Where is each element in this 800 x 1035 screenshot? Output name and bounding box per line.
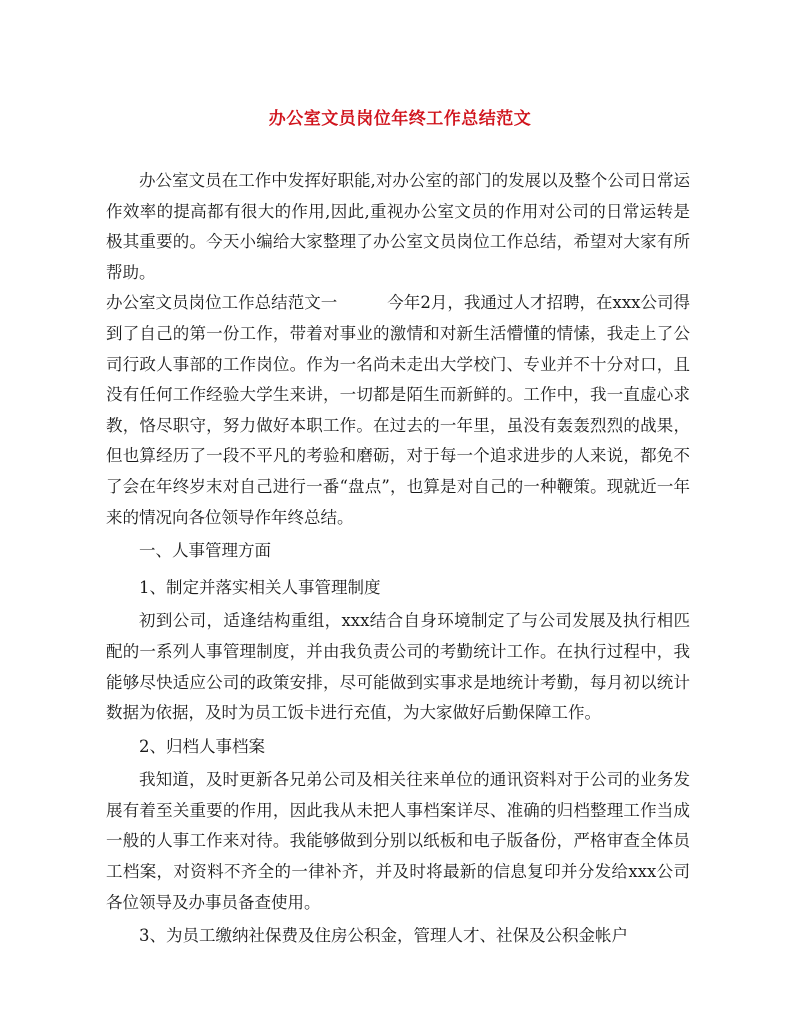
example-text: 今年2月，我通过人才招聘，在xxx公司得到了自己的第一份工作，带着对事业的激情和对新生活懵懂的情愫，我走上了公司行政人事部的工作岗位。作为一名尚未走出大学校门、专业并不十分对口，且没有任何工作经验大学生来讲，一切都是陌生而新鲜的。工作中，我一直虚心求教，恪尽职守，努力做好本职工作。在过去的一年里，虽没有轰轰烈烈的战果，但也算经历了一段不平凡的考验和磨砺，对于每一个追求进步的人来说，都免不了会在年终岁末对自己进行一番“盘点”，也算是对自己的一种鞭策。现就近一年来的情况向各位领导作年终总结。 [106,293,691,527]
document-body [106,166,690,955]
example-paragraph [106,288,690,533]
section-heading-personnel: 一、人事管理方面 [139,541,271,561]
item-heading-2: 2、归档人事档案 [139,736,265,756]
item-heading-3: 3、为员工缴纳社保费及住房公积金，管理人才、社保及公积金帐户 [139,926,628,946]
item-heading-1: 1、制定并落实相关人事管理制度 [139,577,381,597]
intro-paragraph: 办公室文员在工作中发挥好职能,对办公室的部门的发展以及整个公司日常运作效率的提高都有很大的作用,因此,重视办公室文员的作用对公司的日常运转是极其重要的。今天小编给大家整理了办公室文员岗位工作总结，希望对大家有所帮助。 [106,171,690,282]
item-paragraph-1: 初到公司，适逢结构重组，xxx结合自身环境制定了与公司发展及执行相匹配的一系列人事管理制度，并由我负责公司的考勤统计工作。在执行过程中，我能够尽快适应公司的政策安排，尽可能做到实事求是地统计考勤，每月初以统计数据为依据，及时为员工饭卡进行充值，为大家做好后勤保障工作。 [106,611,690,723]
example-label: 办公室文员岗位工作总结范文一 [106,293,338,313]
document-title: 办公室文员岗位年终工作总结范文 [268,109,532,129]
item-paragraph-2: 我知道，及时更新各兄弟公司及相关往来单位的通讯资料对于公司的业务发展有着至关重要的作用，因此我从未把人事档案详尽、准确的归档整理工作当成一般的人事工作来对待。我能够做到分别以纸板和电子版备份，严格审查全体员工档案，对资料不齐全的一律补齐，并及时将最新的信息复印并分发给xxx公司各位领导及办事员备查使用。 [106,770,690,912]
